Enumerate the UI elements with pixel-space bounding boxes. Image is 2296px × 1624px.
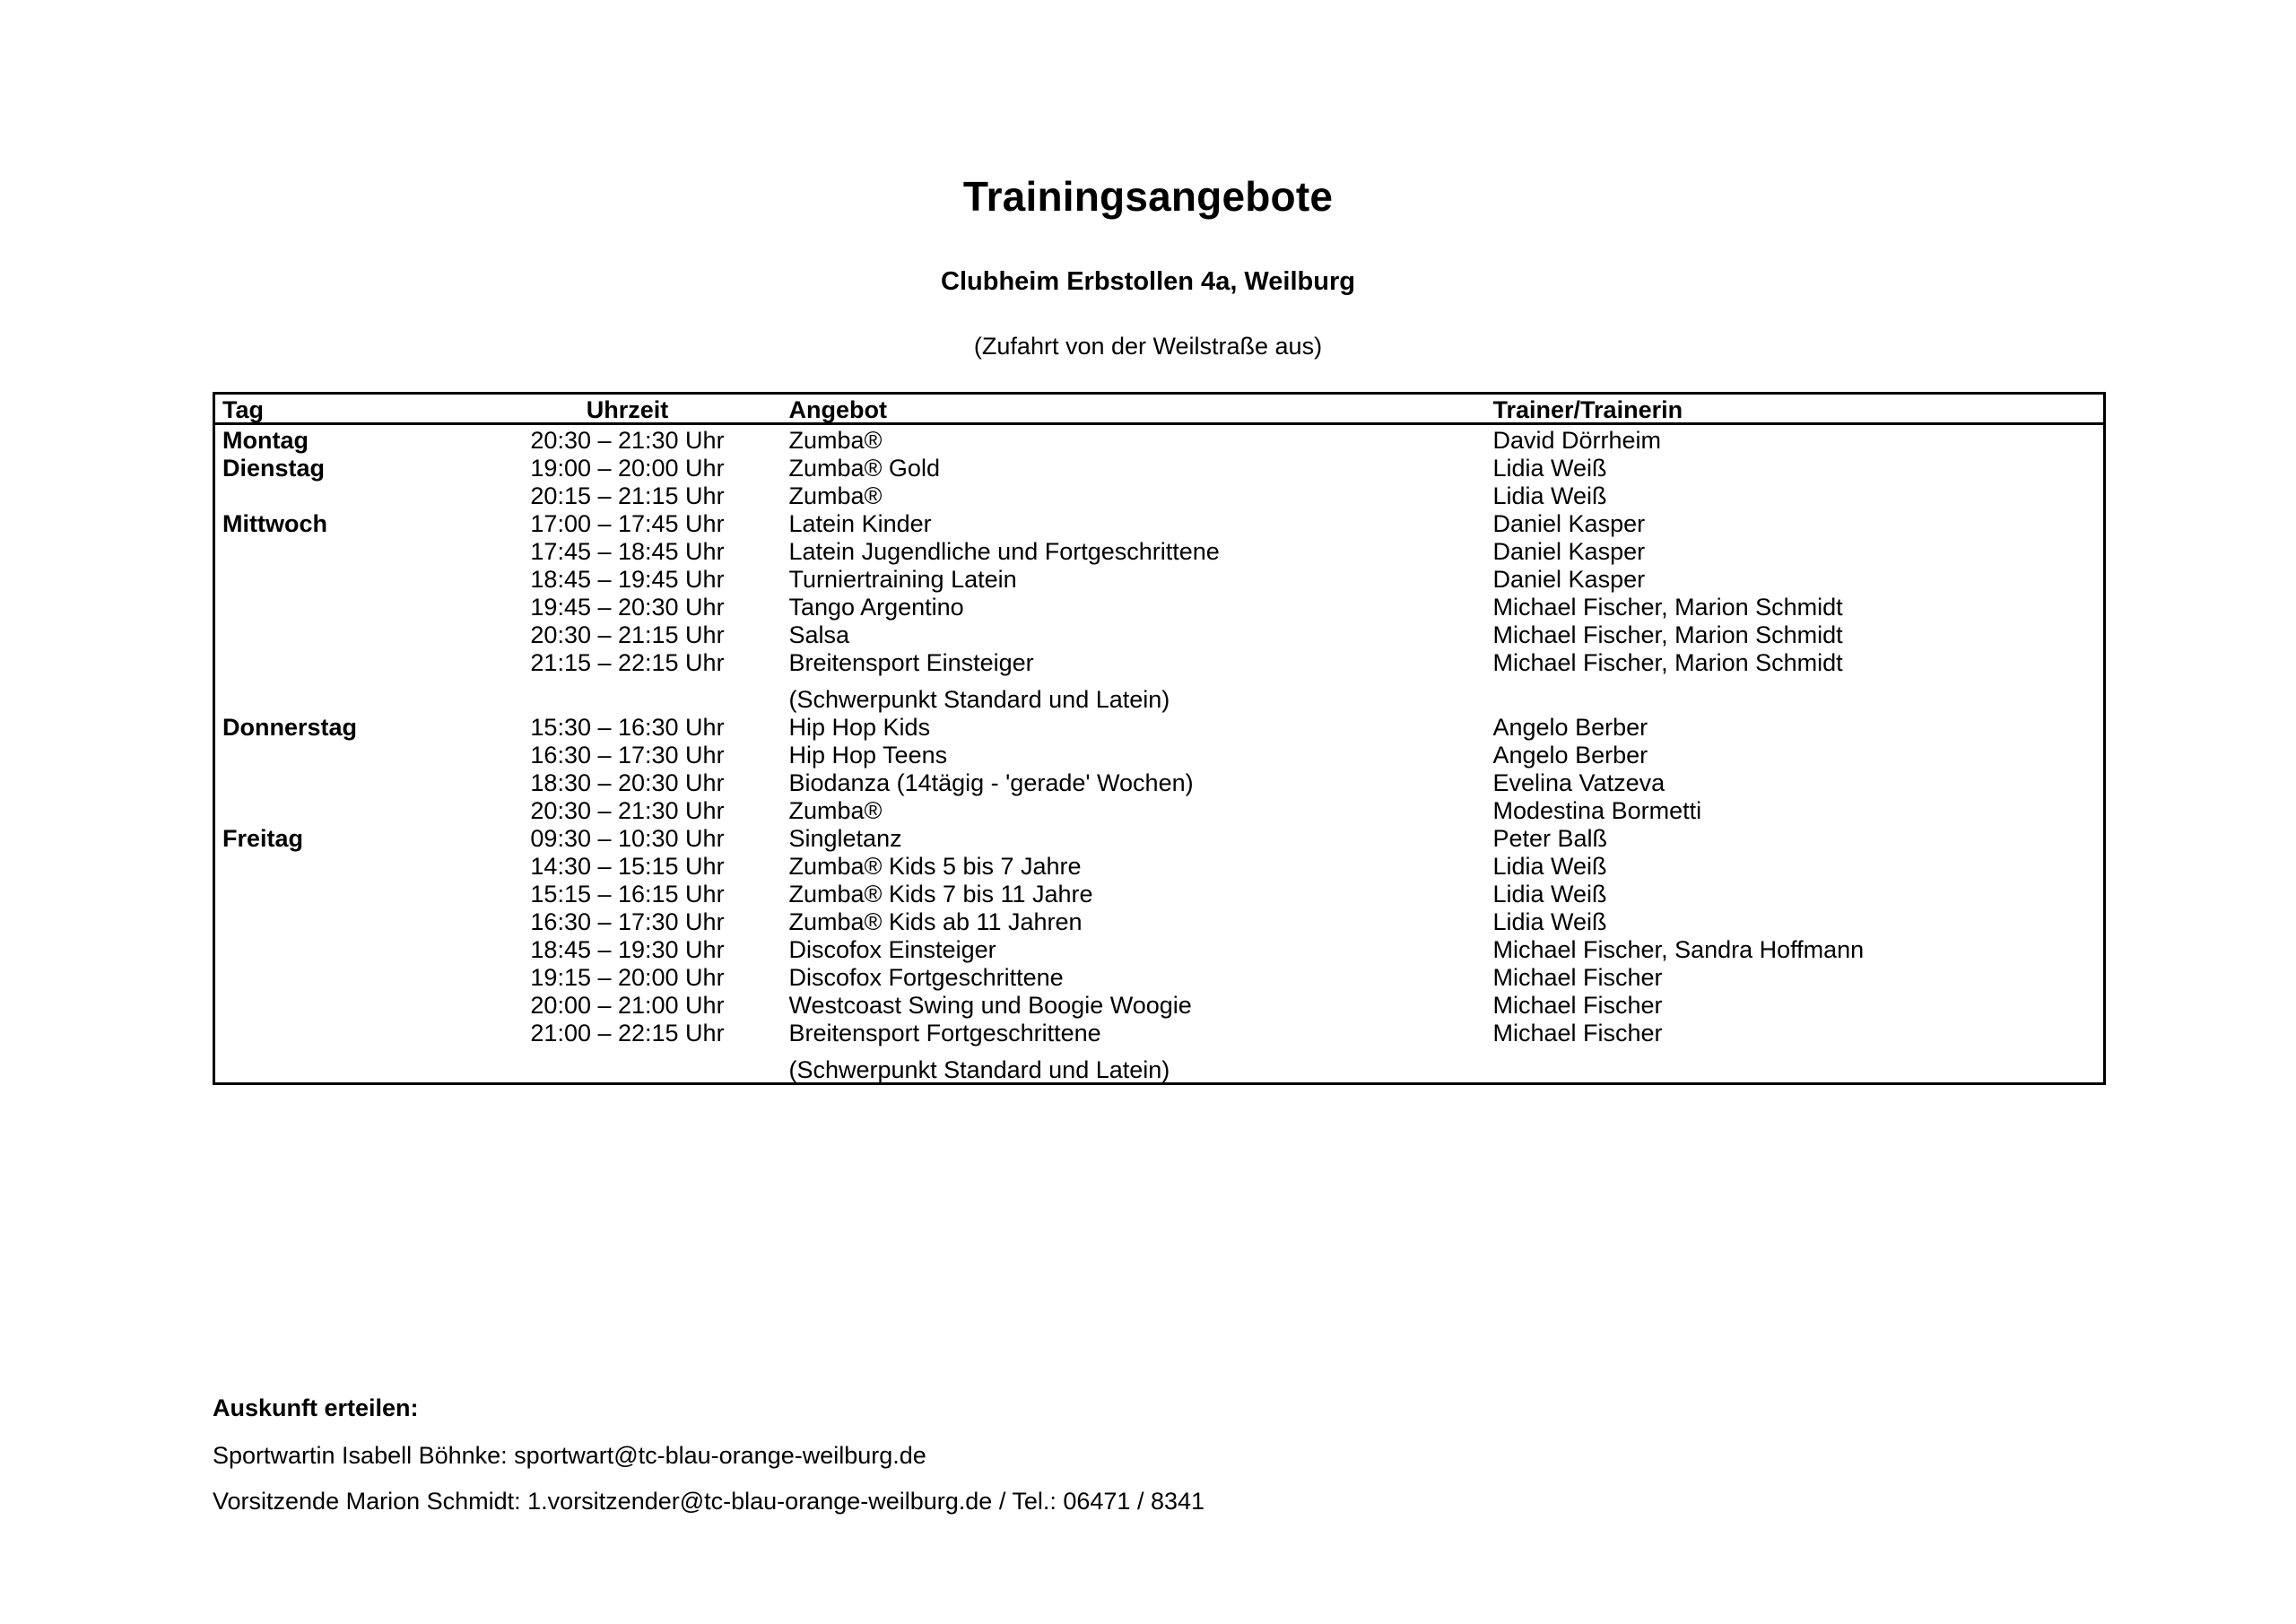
table-row xyxy=(214,712,2105,740)
cell-trainer: Lidia Weiß xyxy=(1492,853,1607,880)
column-header-uhrzeit: Uhrzeit xyxy=(466,394,782,424)
cell-offer: Salsa xyxy=(788,621,850,648)
cell-day xyxy=(214,564,466,592)
cell-time: 19:45 – 20:30 Uhr xyxy=(530,594,725,621)
cell-offer: Latein Jugendliche und Fortgeschrittene xyxy=(788,538,1220,565)
cell-trainer: Michael Fischer xyxy=(1492,992,1663,1019)
cell-offer: Hip Hop Kids xyxy=(788,714,931,741)
cell-offer: Zumba® Gold xyxy=(788,455,940,482)
cell-trainer: Michael Fischer xyxy=(1486,1018,2105,1084)
cell-day xyxy=(214,481,466,508)
cell-offer: Discofox Einsteiger xyxy=(788,936,996,963)
cell-day xyxy=(214,990,466,1018)
cell-day xyxy=(214,934,466,962)
cell-offer: Hip Hop Teens xyxy=(788,742,948,769)
table-row xyxy=(214,962,2105,990)
cell-time: 15:15 – 16:15 Uhr xyxy=(530,881,725,908)
table-row xyxy=(214,740,2105,768)
cell-time: 14:30 – 15:15 Uhr xyxy=(530,853,725,880)
schedule-table-wrapper xyxy=(213,392,2103,1085)
cell-time: 18:45 – 19:30 Uhr xyxy=(530,936,725,963)
table-row xyxy=(214,620,2105,647)
cell-offer: Discofox Fortgeschrittene xyxy=(788,964,1064,991)
table-row xyxy=(214,851,2105,879)
cell-day: Freitag xyxy=(222,825,304,852)
cell-trainer: David Dörrheim xyxy=(1492,427,1662,454)
cell-offer: Breitensport Fortgeschrittene (Schwerpunkt Standard und Latein) xyxy=(782,1018,1486,1084)
schedule-table xyxy=(213,392,2106,1085)
cell-trainer: Modestina Bormetti xyxy=(1492,797,1702,824)
cell-time: 18:45 – 19:45 Uhr xyxy=(530,566,725,593)
cell-trainer: Daniel Kasper xyxy=(1492,538,1646,565)
cell-time: 16:30 – 17:30 Uhr xyxy=(530,742,725,769)
cell-day xyxy=(214,851,466,879)
cell-offer: Turniertraining Latein xyxy=(788,566,1017,593)
cell-offer: Zumba® Kids 5 bis 7 Jahre xyxy=(788,853,1082,880)
column-header-tag: Tag xyxy=(214,394,466,424)
cell-offer: Zumba® xyxy=(788,797,883,824)
cell-trainer: Peter Balß xyxy=(1492,825,1608,852)
cell-day xyxy=(214,879,466,907)
table-row xyxy=(214,481,2105,508)
table-row xyxy=(214,990,2105,1018)
cell-time: 19:00 – 20:00 Uhr xyxy=(530,455,725,482)
table-row xyxy=(214,795,2105,823)
cell-offer: Zumba® xyxy=(788,482,883,509)
cell-trainer: Lidia Weiß xyxy=(1492,455,1607,482)
cell-time: 15:30 – 16:30 Uhr xyxy=(530,714,725,741)
title-block xyxy=(0,173,2296,220)
cell-offer: Latein Kinder xyxy=(788,510,932,537)
cell-trainer: Michael Fischer, Sandra Hoffmann xyxy=(1492,936,1865,963)
table-header-row xyxy=(214,394,2105,424)
cell-day xyxy=(214,795,466,823)
cell-day xyxy=(214,620,466,647)
cell-time: 17:45 – 18:45 Uhr xyxy=(530,538,725,565)
footer-heading: Auskunft erteilen: xyxy=(213,1394,419,1421)
cell-day xyxy=(214,907,466,934)
cell-trainer: Michael Fischer, Marion Schmidt xyxy=(1492,649,1843,676)
cell-time: 09:30 – 10:30 Uhr xyxy=(530,825,725,852)
page-note: (Zufahrt von der Weilstraße aus) xyxy=(973,333,1323,360)
cell-day xyxy=(214,768,466,795)
cell-offer: Zumba® xyxy=(788,427,883,454)
footer-contact-block xyxy=(213,1396,2096,1535)
table-row xyxy=(214,907,2105,934)
cell-trainer: Lidia Weiß xyxy=(1492,908,1607,935)
cell-day: Mittwoch xyxy=(222,510,327,537)
cell-trainer: Daniel Kasper xyxy=(1492,566,1646,593)
cell-trainer: Lidia Weiß xyxy=(1492,482,1607,509)
cell-offer: Zumba® Kids 7 bis 11 Jahre xyxy=(788,881,1093,908)
cell-offer: Breitensport Einsteiger (Schwerpunkt Standard und Latein) xyxy=(788,649,1170,713)
cell-time: 20:30 – 21:15 Uhr xyxy=(530,621,725,648)
cell-time: 20:30 – 21:30 Uhr xyxy=(530,427,725,454)
cell-time: 16:30 – 17:30 Uhr xyxy=(530,908,725,935)
table-row xyxy=(214,536,2105,564)
cell-day: Dienstag xyxy=(222,455,326,482)
cell-offer: Biodanza (14tägig - 'gerade' Wochen) xyxy=(788,769,1194,796)
cell-trainer: Daniel Kasper xyxy=(1492,510,1646,537)
table-row xyxy=(214,1018,2105,1084)
page-subtitle: Clubheim Erbstollen 4a, Weilburg xyxy=(941,267,1355,296)
cell-day xyxy=(214,647,466,712)
cell-offer: Westcoast Swing und Boogie Woogie xyxy=(788,992,1192,1019)
cell-time: 18:30 – 20:30 Uhr xyxy=(530,769,725,796)
table-row xyxy=(214,453,2105,481)
page-title: Trainingsangebote xyxy=(962,173,1334,220)
cell-trainer: Lidia Weiß xyxy=(1492,881,1607,908)
cell-trainer: Michael Fischer, Marion Schmidt xyxy=(1492,594,1843,621)
cell-trainer: Evelina Vatzeva xyxy=(1492,769,1665,796)
cell-offer: Tango Argentino xyxy=(788,594,964,621)
table-row xyxy=(214,879,2105,907)
footer-contact-vorsitzende: Vorsitzende Marion Schmidt: 1.vorsitzender@tc-blau-orange-weilburg.de / Tel.: 06471 / 8341 xyxy=(213,1488,1205,1515)
table-row xyxy=(214,592,2105,620)
table-row xyxy=(214,823,2105,851)
table-row xyxy=(214,508,2105,536)
cell-day xyxy=(214,536,466,564)
table-row xyxy=(214,647,2105,712)
column-header-angebot: Angebot xyxy=(782,394,1486,424)
cell-trainer: Michael Fischer xyxy=(1492,964,1663,991)
cell-day xyxy=(214,1018,466,1084)
cell-offer: Zumba® Kids ab 11 Jahren xyxy=(788,908,1083,935)
table-row xyxy=(214,934,2105,962)
cell-trainer: Angelo Berber xyxy=(1492,742,1648,769)
cell-time: 20:15 – 21:15 Uhr xyxy=(530,482,725,509)
cell-time: 20:30 – 21:30 Uhr xyxy=(530,797,725,824)
column-header-trainer: Trainer/Trainerin xyxy=(1486,394,2105,424)
cell-trainer: Angelo Berber xyxy=(1492,714,1648,741)
cell-trainer: Michael Fischer, Marion Schmidt xyxy=(1492,621,1843,648)
table-row xyxy=(214,768,2105,795)
table-row xyxy=(214,564,2105,592)
cell-time: 17:00 – 17:45 Uhr xyxy=(530,510,725,537)
footer-contact-sportwartin: Sportwartin Isabell Böhnke: sportwart@tc-blau-orange-weilburg.de xyxy=(213,1442,926,1469)
cell-day: Montag xyxy=(222,427,309,454)
cell-day: Donnerstag xyxy=(222,714,358,741)
cell-time: 20:00 – 21:00 Uhr xyxy=(530,992,725,1019)
cell-time: 21:00 – 22:15 Uhr xyxy=(466,1018,782,1084)
cell-time: 19:15 – 20:00 Uhr xyxy=(530,964,725,991)
cell-offer: Singletanz xyxy=(788,825,902,852)
table-row xyxy=(214,424,2105,454)
cell-day xyxy=(214,962,466,990)
cell-day xyxy=(214,592,466,620)
cell-day xyxy=(214,740,466,768)
cell-time: 21:15 – 22:15 Uhr xyxy=(530,649,725,676)
